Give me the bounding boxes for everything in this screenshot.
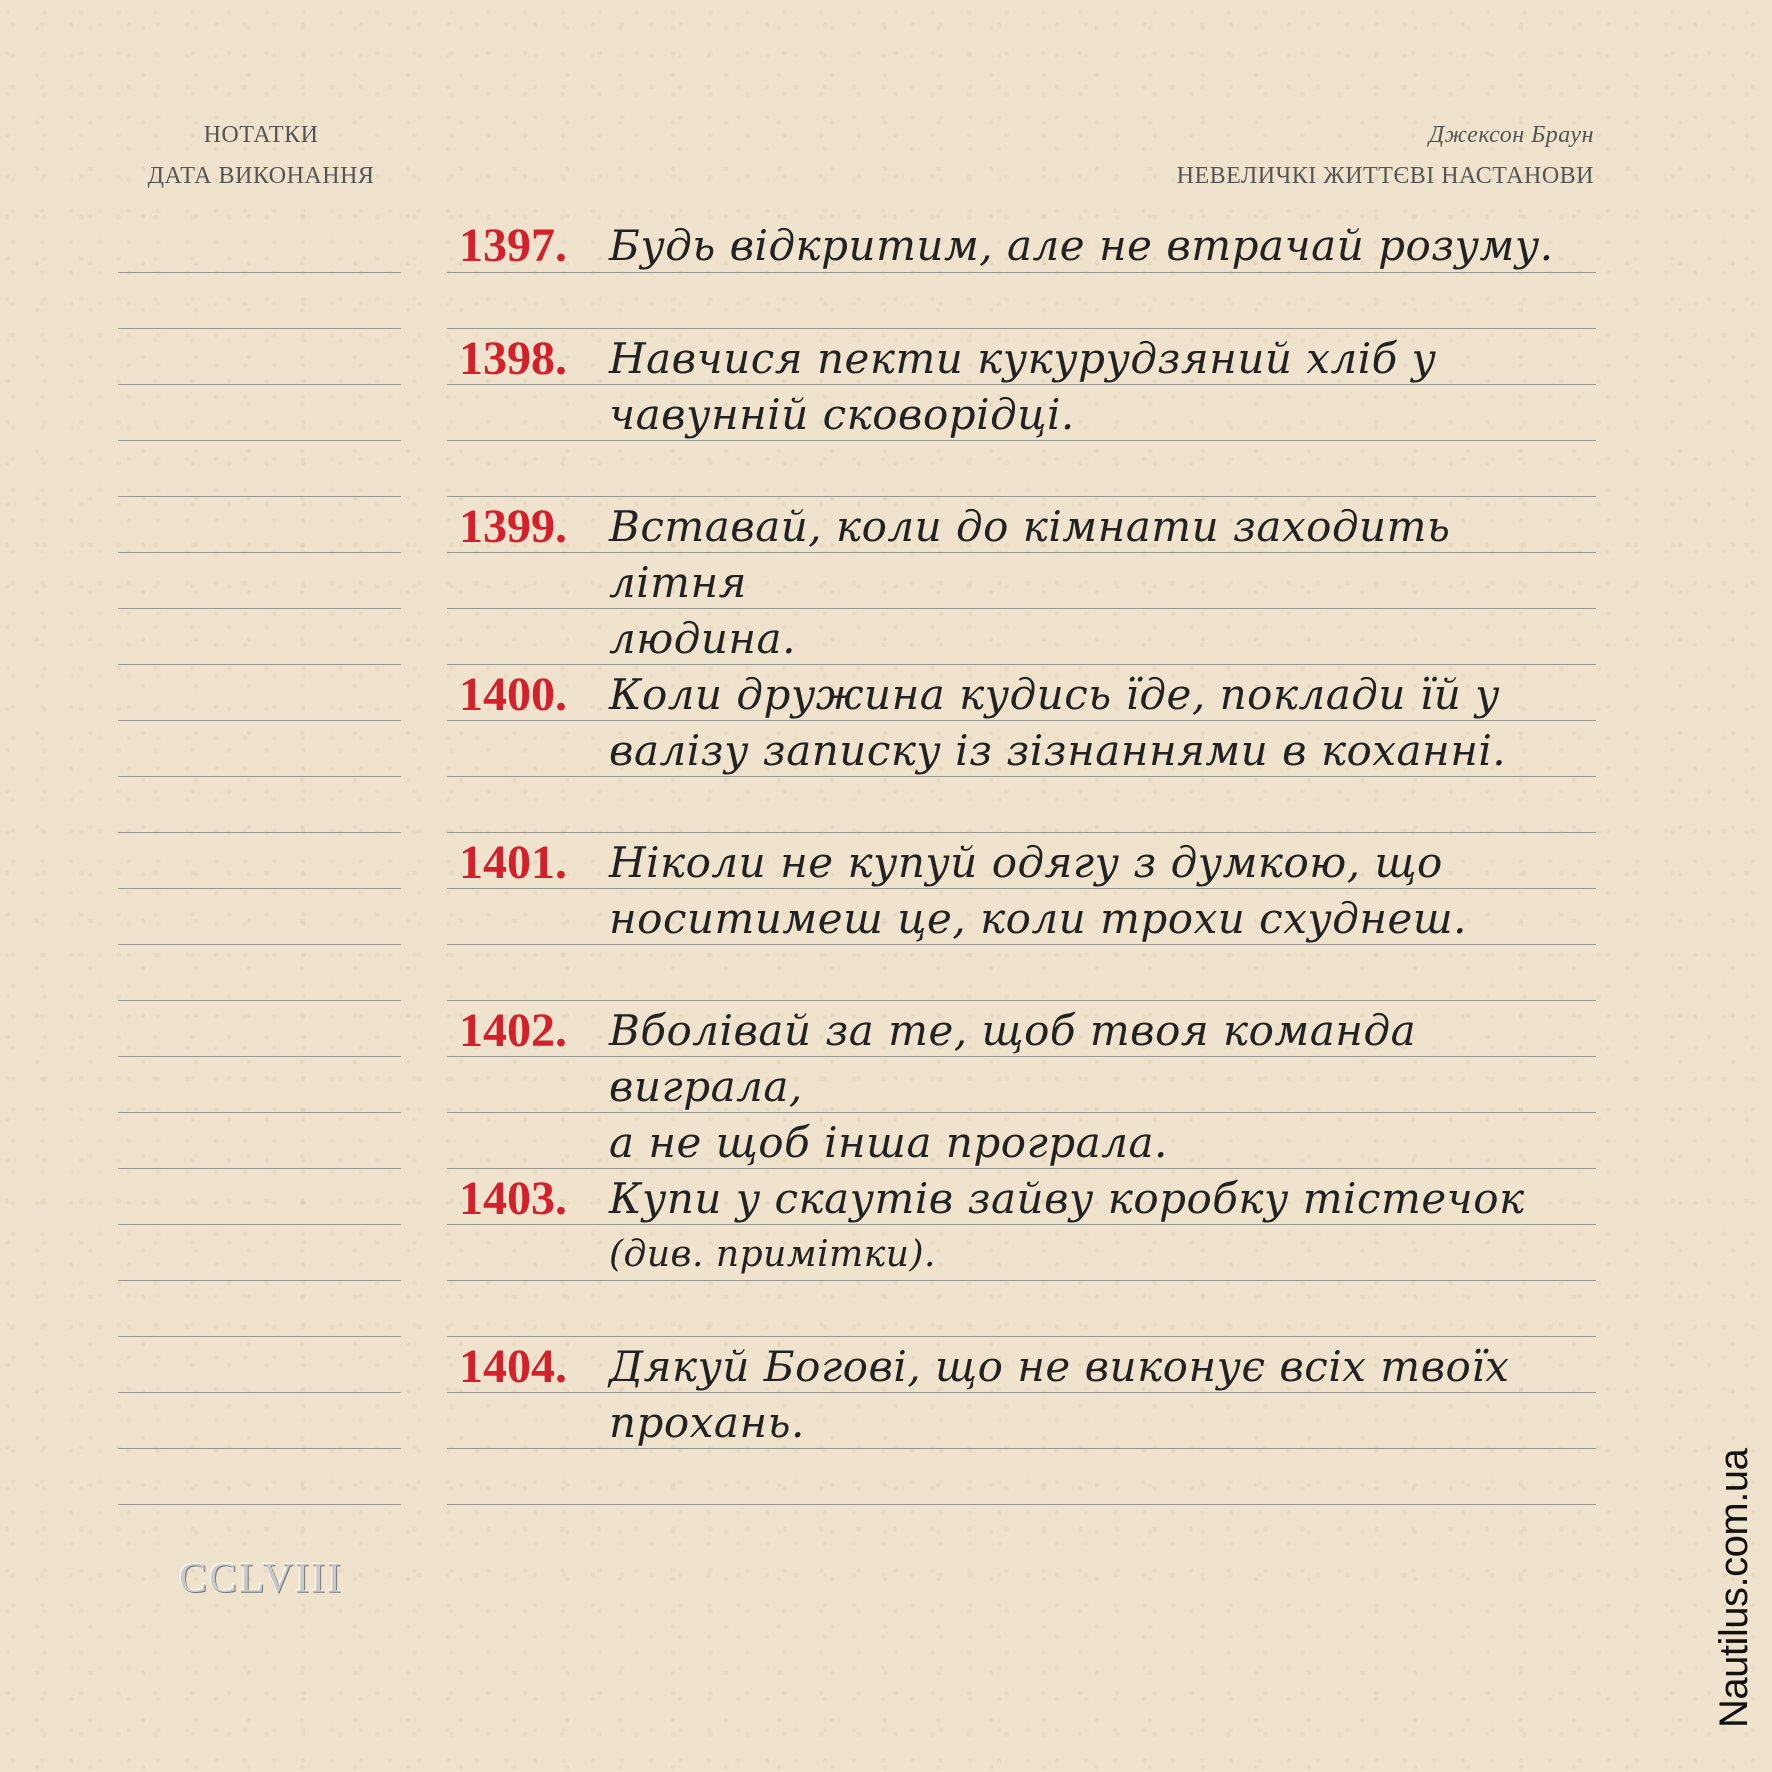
notes-rule-line: [118, 832, 401, 833]
item-text: [609, 835, 1594, 947]
item-text-line: а не щоб інша програла.: [609, 1118, 1168, 1167]
item-text-line: валізу записку із зізнаннями в коханні.: [609, 726, 1507, 775]
item-text-line: людина.: [609, 614, 796, 663]
text-rule-line: [447, 1504, 1596, 1505]
text-rule-line: [447, 496, 1596, 497]
notes-rule-line: [118, 888, 401, 889]
item-text-line: Вболівай за те, щоб твоя команда виграла,: [609, 1006, 1417, 1111]
notes-rule-line: [118, 608, 401, 609]
notes-rule-line: [118, 1056, 401, 1057]
item-text-line: прохань.: [609, 1398, 805, 1447]
notes-rule-line: [118, 1224, 401, 1225]
notes-column-header: [118, 115, 404, 197]
item-text: [609, 1171, 1594, 1283]
book-title: НЕВЕЛИЧКІ ЖИТТЄВІ НАСТАНОВИ: [1176, 163, 1594, 189]
publisher-website: Nautilus.com.ua: [1712, 1448, 1756, 1728]
item-text-line: Навчися пекти кукурудзяний хліб у: [609, 334, 1437, 383]
notes-rule-line: [118, 440, 401, 441]
item-number: 1404.: [459, 1340, 567, 1393]
notes-rule-line: [118, 1112, 401, 1113]
text-rule-line: [447, 1000, 1596, 1001]
notes-rule-line: [118, 1504, 401, 1505]
item-number: 1399.: [459, 500, 567, 553]
running-header: [1177, 115, 1594, 197]
text-rule-line: [447, 1336, 1596, 1337]
notes-rule-line: [118, 272, 401, 273]
item-text-line: Купи у скаутів зайву коробку тістечок: [609, 1174, 1525, 1223]
item-text-line: Вставай, коли до кімнати заходить літня: [609, 502, 1451, 607]
notes-rule-line: [118, 328, 401, 329]
item-number: 1400.: [459, 668, 567, 721]
notes-rule-line: [118, 1448, 401, 1449]
item-text: [609, 1003, 1594, 1171]
item-text: [609, 331, 1594, 443]
item-text-line: носитимеш це, коли трохи схуднеш.: [609, 894, 1468, 943]
notes-rule-line: [118, 944, 401, 945]
notes-rule-line: [118, 496, 401, 497]
notes-rule-line: [118, 384, 401, 385]
item-text-line: Ніколи не купуй одягу з думкою, що: [609, 838, 1443, 887]
item-text: [609, 667, 1594, 779]
notes-rule-line: [118, 776, 401, 777]
item-text-line: чавунній сковорідці.: [609, 390, 1075, 439]
item-number: 1403.: [459, 1172, 567, 1225]
item-text: [609, 499, 1594, 667]
item-text-line: (див. примітки).: [609, 1234, 936, 1275]
page-number: CCLVIII: [178, 1556, 344, 1602]
notes-rule-line: [118, 552, 401, 553]
notes-rule-line: [118, 1336, 401, 1337]
notes-rule-line: [118, 1168, 401, 1169]
item-text-line: Коли дружина кудись їде, поклади їй у: [609, 670, 1501, 719]
notes-rule-line: [118, 1280, 401, 1281]
text-rule-line: [447, 328, 1596, 329]
author-name: Джексон Браун: [1428, 122, 1594, 148]
text-rule-line: [447, 832, 1596, 833]
item-number: 1401.: [459, 836, 567, 889]
item-text-line: Будь відкритим, але не втрачай розуму.: [609, 221, 1554, 270]
notes-label: НОТАТКИ: [203, 122, 319, 148]
item-number: 1397.: [459, 219, 567, 272]
item-text: [609, 1339, 1594, 1451]
notes-rule-line: [118, 1392, 401, 1393]
notes-rule-line: [118, 720, 401, 721]
notes-rule-line: [118, 664, 401, 665]
notes-rule-line: [118, 1000, 401, 1001]
item-text-line: Дякуй Богові, що не виконує всіх твоїх: [609, 1342, 1510, 1391]
item-text: [609, 218, 1594, 274]
completion-date-label: ДАТА ВИКОНАННЯ: [147, 163, 375, 189]
item-number: 1398.: [459, 332, 567, 385]
item-number: 1402.: [459, 1004, 567, 1057]
